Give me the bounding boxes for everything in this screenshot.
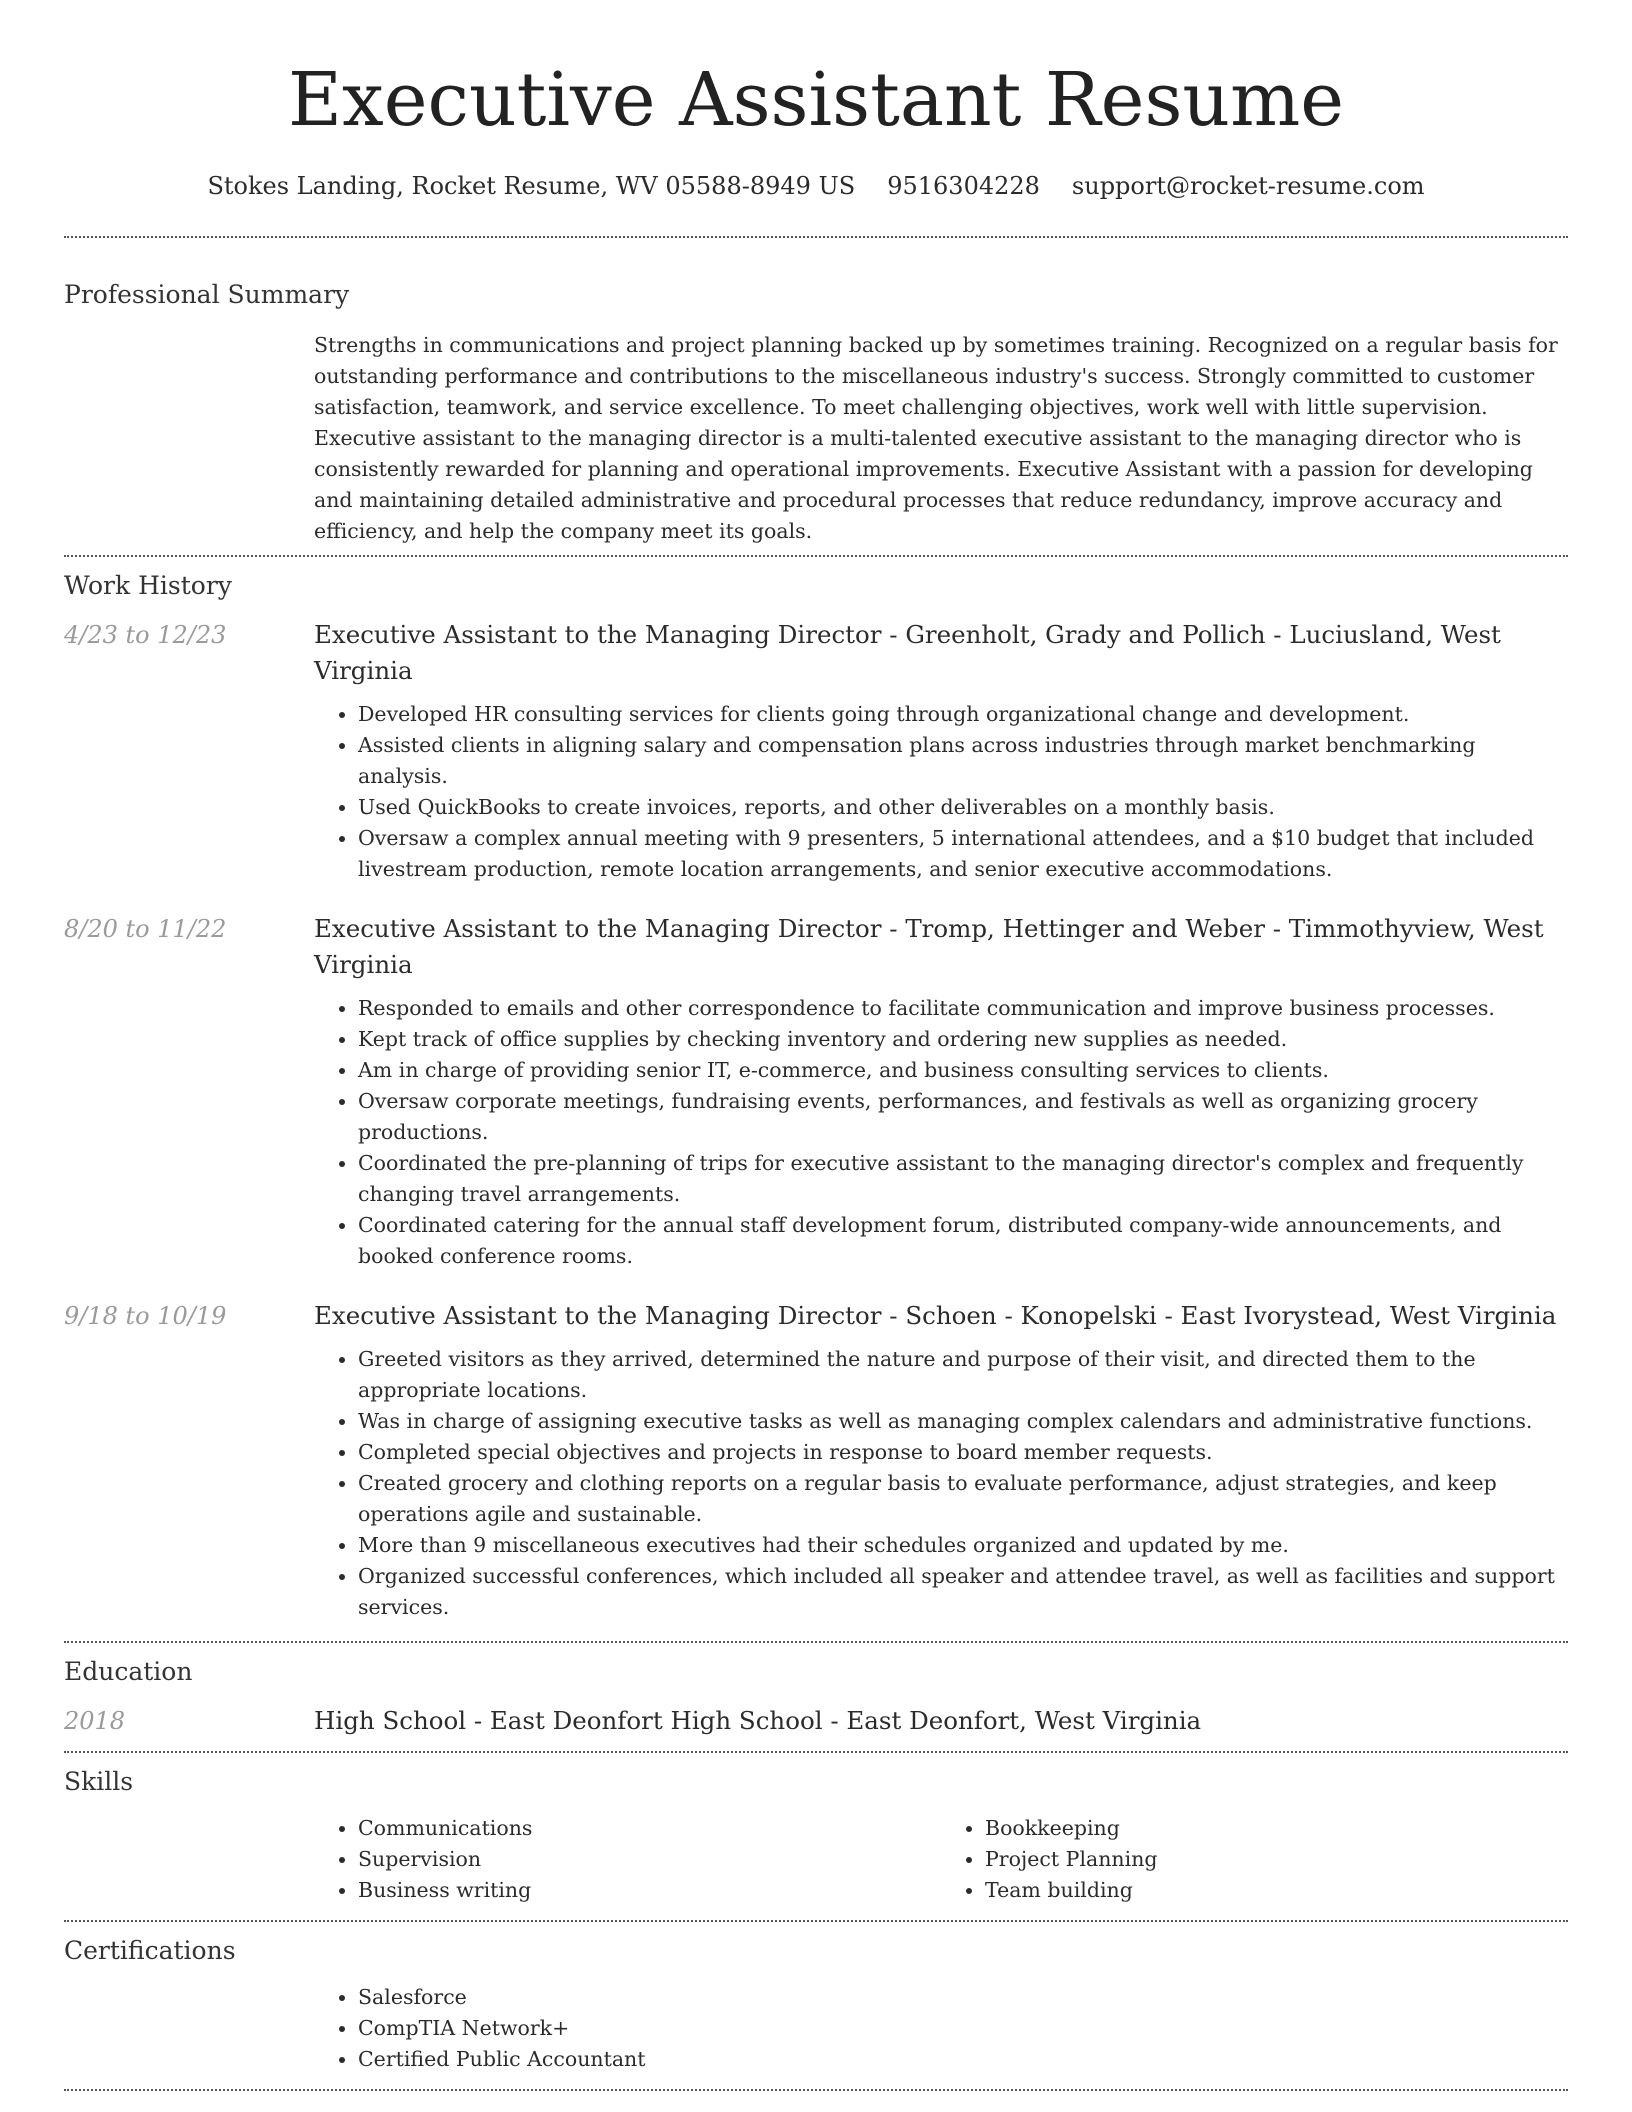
section-divider: [64, 555, 1568, 557]
job-bullet: • Greeted visitors as they arrived, determined the nature and purpose of their visit, and directed them to the appropriate locations.: [358, 1344, 1568, 1406]
skill-item: • Business writing: [358, 1875, 941, 1906]
job-bullets: [314, 1344, 1568, 1623]
contact-phone: 9516304228: [887, 172, 1040, 200]
job-title: Executive Assistant to the Managing Director - Schoen - Konopelski - East Ivorystead, West Virginia: [314, 1301, 1557, 1330]
skill-item: • Bookkeeping: [985, 1813, 1568, 1844]
section-divider: [64, 1641, 1568, 1643]
skills-list-right: [941, 1813, 1568, 1906]
section-divider: [64, 236, 1568, 238]
job-title: Executive Assistant to the Managing Director - Greenholt, Grady and Pollich - Luciusland, West Virginia: [314, 620, 1501, 685]
job-dates: 4/23 to 12/23: [64, 621, 227, 649]
job-bullet: • Responded to emails and other correspondence to facilitate communication and improve business processes.: [358, 993, 1568, 1024]
certification-item: • CompTIA Network+: [358, 2013, 1568, 2044]
section-divider: [64, 1751, 1568, 1753]
contact-address: Stokes Landing, Rocket Resume, WV 05588-8949 US: [207, 172, 856, 200]
certifications-section: [64, 1934, 1568, 2075]
summary-text: Strengths in communications and project planning backed up by sometimes training. Recognized on a regular basis for outstanding performance and contributions to the miscellaneous industry's success. Strongly committed to customer satisfaction, teamwork, and service excellence. To meet challenging objectives, work well with little supervision. Executive assistant to the managing director is a multi-talented executive assistant to the managing director who is consistently rewarded for planning and operational improvements. Executive Assistant with a passion for developing and maintaining detailed administrative and procedural processes that reduce redundancy, improve accuracy and efficiency, and help the company meet its goals.: [314, 333, 1558, 543]
skill-item: • Project Planning: [985, 1844, 1568, 1875]
work-history-heading: Work History: [64, 571, 232, 600]
resume-title: Executive Assistant Resume: [287, 57, 1345, 143]
certifications-heading: Certifications: [64, 1936, 236, 1965]
section-divider: [64, 2089, 1568, 2091]
education-dates: 2018: [64, 1707, 126, 1735]
job-bullet: • Created grocery and clothing reports on a regular basis to evaluate performance, adjust strategies, and keep operations agile and sustainable.: [358, 1468, 1568, 1530]
job-title: Executive Assistant to the Managing Director - Tromp, Hettinger and Weber - Timmothyview, West Virginia: [314, 914, 1544, 979]
job-entry: [64, 911, 1568, 1272]
job-bullet: • Coordinated the pre-planning of trips for executive assistant to the managing director's complex and frequently changing travel arrangements.: [358, 1148, 1568, 1210]
skills-heading: Skills: [64, 1767, 134, 1796]
education-section: [64, 1655, 1568, 1739]
job-bullet: • Organized successful conferences, which included all speaker and attendee travel, as well as facilities and support services.: [358, 1561, 1568, 1623]
job-entry: [64, 1298, 1568, 1623]
work-history-section: [64, 569, 1568, 1641]
job-bullets: [314, 993, 1568, 1272]
skill-item: • Communications: [358, 1813, 941, 1844]
education-title: High School - East Deonfort High School - East Deonfort, West Virginia: [314, 1706, 1202, 1735]
contact-line: [64, 170, 1568, 202]
job-bullet: • Was in charge of assigning executive tasks as well as managing complex calendars and administrative functions.: [358, 1406, 1568, 1437]
job-bullet: • Oversaw a complex annual meeting with 9 presenters, 5 international attendees, and a $10 budget that included livestream production, remote location arrangements, and senior executive accommodations.: [358, 823, 1568, 885]
skills-section: [64, 1765, 1568, 1906]
job-bullet: • Used QuickBooks to create invoices, reports, and other deliverables on a monthly basis.: [358, 792, 1568, 823]
job-bullet: • Coordinated catering for the annual staff development forum, distributed company-wide announcements, and booked conference rooms.: [358, 1210, 1568, 1272]
job-bullet: • Developed HR consulting services for clients going through organizational change and development.: [358, 699, 1568, 730]
job-bullet: • More than 9 miscellaneous executives had their schedules organized and updated by me.: [358, 1530, 1568, 1561]
summary-section: [64, 278, 1568, 547]
job-bullet: • Assisted clients in aligning salary and compensation plans across industries through market benchmarking analysis.: [358, 730, 1568, 792]
skills-list-left: [314, 1813, 941, 1906]
job-dates: 9/18 to 10/19: [64, 1302, 227, 1330]
skill-item: • Supervision: [358, 1844, 941, 1875]
skill-item: • Team building: [985, 1875, 1568, 1906]
summary-heading: Professional Summary: [64, 280, 350, 309]
job-bullet: • Am in charge of providing senior IT, e-commerce, and business consulting services to clients.: [358, 1055, 1568, 1086]
job-bullet: • Oversaw corporate meetings, fundraising events, performances, and festivals as well as organizing grocery productions.: [358, 1086, 1568, 1148]
certification-item: • Salesforce: [358, 1982, 1568, 2013]
job-bullets: [314, 699, 1568, 885]
job-bullet: • Completed special objectives and projects in response to board member requests.: [358, 1437, 1568, 1468]
certifications-list: [314, 1982, 1568, 2075]
certification-item: • Certified Public Accountant: [358, 2044, 1568, 2075]
education-heading: Education: [64, 1657, 193, 1686]
section-divider: [64, 1920, 1568, 1922]
job-bullet: • Kept track of office supplies by checking inventory and ordering new supplies as needed.: [358, 1024, 1568, 1055]
job-entry: [64, 617, 1568, 885]
job-dates: 8/20 to 11/22: [64, 915, 227, 943]
education-entry: [64, 1703, 1568, 1739]
contact-email: support@rocket-resume.com: [1071, 172, 1425, 200]
